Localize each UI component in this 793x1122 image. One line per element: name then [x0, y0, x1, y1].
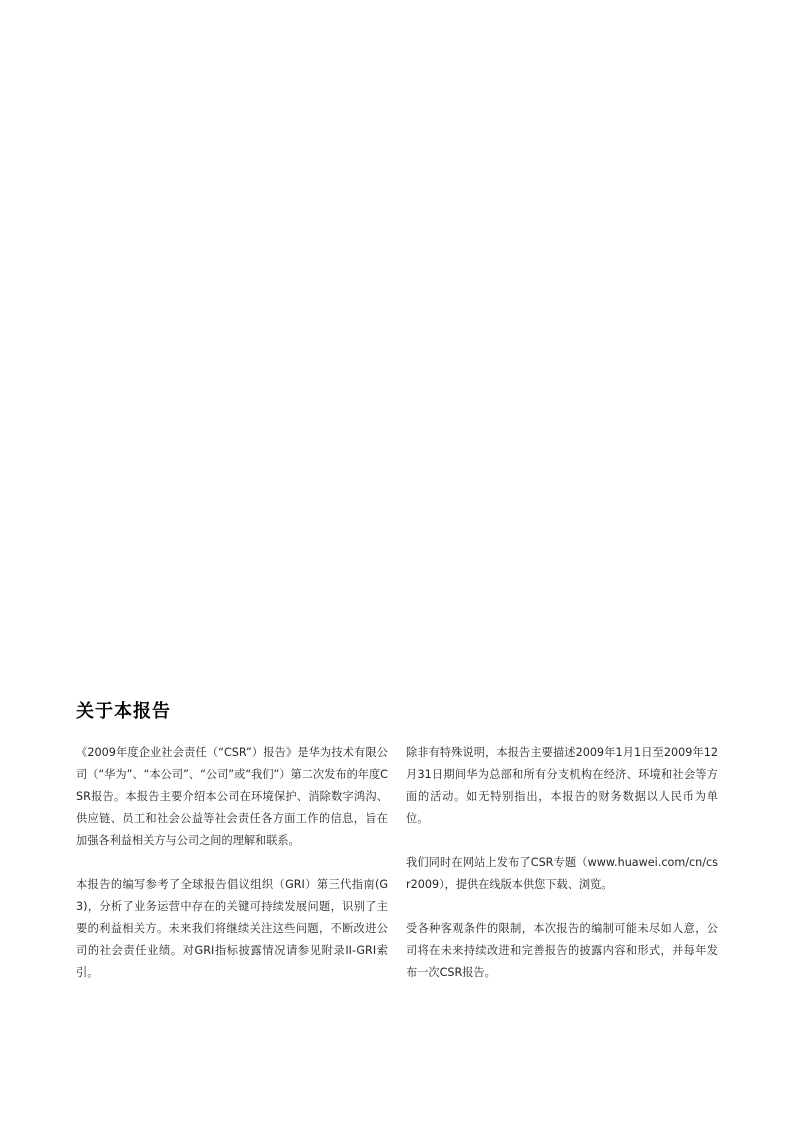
- paragraph-online-version: 我们同时在网站上发布了CSR专题（www.huawei.com/cn/csr2009），提供在线版本供您下载、浏览。: [406, 856, 718, 891]
- paragraph-reporting-scope: 除非有特殊说明，本报告主要描述2009年1月1日至2009年12月31日期间华为总部和所有分支机构在经济、环境和社会等方面的活动。如无特别指出，本报告的财务数据以人民币为单位。: [406, 746, 718, 825]
- right-column: [406, 742, 718, 1006]
- left-column: [76, 742, 388, 1006]
- section-title: 关于本报告: [76, 701, 171, 722]
- paragraph-gri-reference: 本报告的编写参考了全球报告倡议组织（GRI）第三代指南(G3)，分析了业务运营中存在的关键可持续发展问题，识别了主要的利益相关方。未来我们将继续关注这些问题，不断改进公司的社会责任业绩。对GRI指标披露情况请参见附录II-GRI索引。: [76, 878, 388, 979]
- paragraph-limitations: 受各种客观条件的限制，本次报告的编制可能未尽如人意，公司将在未来持续改进和完善报告的披露内容和形式，并每年发布一次CSR报告。: [406, 922, 718, 979]
- paragraph-report-intro: 《2009年度企业社会责任（“CSR”）报告》是华为技术有限公司（“华为”、“本公司”、“公司”或“我们”）第二次发布的年度CSR报告。本报告主要介绍本公司在环境保护、消除数字鸿沟、供应链、员工和社会公益等社会责任各方面工作的信息，旨在加强各利益相关方与公司之间的理解和联系。: [76, 746, 388, 847]
